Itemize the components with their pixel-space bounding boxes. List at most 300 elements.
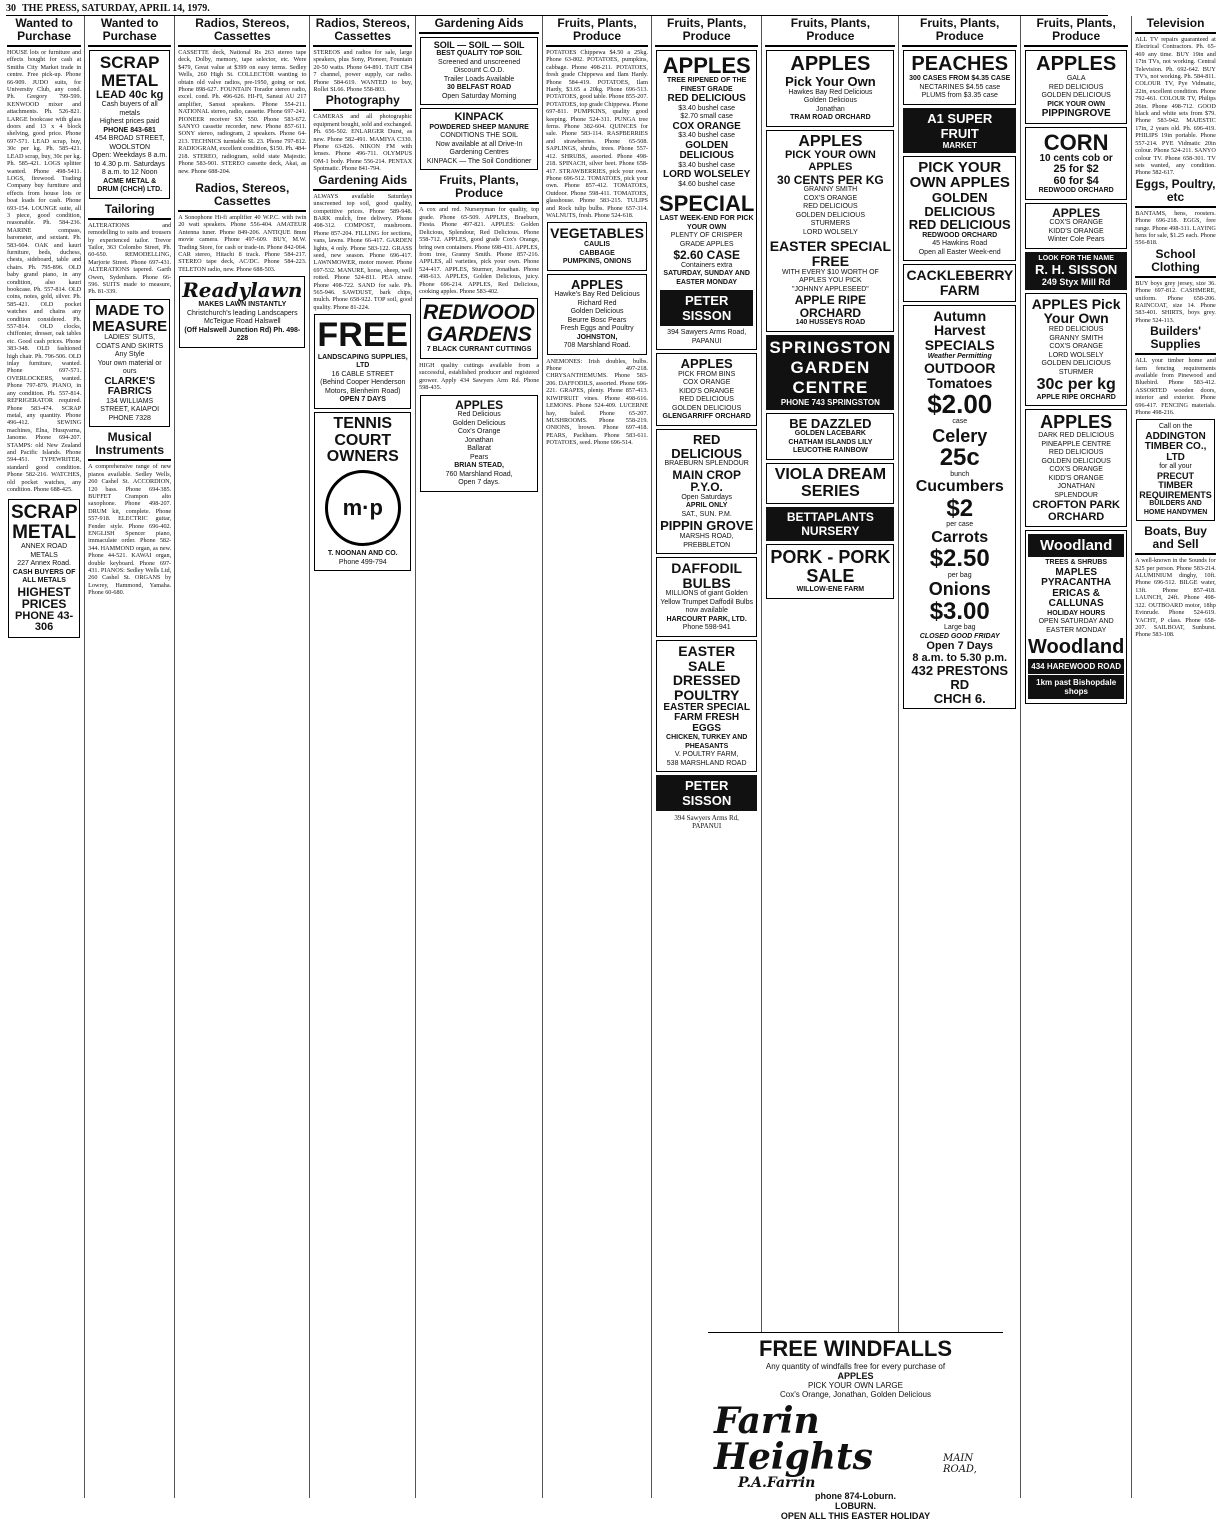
ad-line: MAPLES [1055, 566, 1097, 578]
ad-line: FARM FRESH EGGS [674, 712, 740, 734]
ad-line: CASH BUYERS OF ALL METALS [12, 568, 76, 585]
classified-text: CASSETTE deck, National Rs 263 stereo tape deck, Dolby, memory, tape selector, etc. Were $479, Great value at $399 on easy terms. Sedley Wells, 260 High St. COLLECTOR wanting to obtain old valve radios, pre-1950, going or not. Phone 898-627. FOUNTAIN Torador stereo radio, excel. cond. Ph. 496-626. HI-FI, Sansui AU 217 amplifier, Sansui speakers. Phone 554-211. NATIONAL stereo, radio, cassette. Phone 697-241. PIONEER receiver SX 550. Phone 583-672. SANYO cassette recorder, new. Phone 857-611. SONY stereo, radiogram, 2 speakers. Phone 64-213. TECHNICS turntable SL 23. Phone 797-812. RADIOGRAM, excellent condition, $150. Ph. 484-218. STEREO, radiogram, solid state Majestic. Phone 583-901. STEREO cassette deck, Akai, as new. Phone 688-204. [178, 49, 307, 175]
ad-line: 227 Annex Road. [17, 560, 71, 568]
apples-tree-ripened-ad [656, 50, 757, 350]
ad-line: Containers extra [680, 261, 733, 269]
ad-title: APPLES [571, 276, 624, 292]
ad-title: SPRINGSTON GARDEN CENTRE [769, 337, 892, 397]
ad-line: PHONE 43-306 [15, 609, 74, 634]
ad-price: $2.00 [927, 388, 993, 419]
ad-line: BRAEBURN SPLENDOUR [664, 460, 749, 468]
scrap-metal-ad [8, 499, 80, 638]
ad-line: 1km past Bishopdale shops [1028, 675, 1124, 699]
column-10 [1020, 16, 1131, 1498]
section-heading: Eggs, Poultry, etc [1135, 177, 1216, 208]
apples-johnston-ad [547, 274, 647, 355]
classified-text: HIGH quality cuttings available from a successful, established producer and registered grower. Apply 434 Sawyers Arm Rd. Phone 598-435. [419, 361, 540, 392]
apples-glengarriff-ad [656, 353, 757, 426]
ad-line: RED DELICIOUS [908, 217, 1011, 233]
ad-title: APPLES [455, 397, 504, 412]
ad-line: HOLIDAY HOURS [1047, 609, 1106, 617]
ad-line: LOOK FOR THE NAME [1038, 254, 1114, 262]
ad-line: Any quantity of windfalls free for every purchase of [765, 1362, 946, 1371]
ad-line: Golden Delicious [452, 419, 506, 427]
ad-line: Cucumbers [915, 478, 1004, 496]
ad-line: Cash buyers of all metals [101, 101, 158, 117]
ad-title: SOIL — SOIL — SOIL [433, 40, 525, 50]
ad-title: A1 SUPER FRUIT [927, 110, 993, 141]
column-3 [174, 16, 309, 1498]
ad-line: APRIL ONLY [685, 502, 728, 510]
ad-line: REDWOOD ORCHARD [922, 231, 998, 239]
column-2 [84, 16, 174, 1498]
section-heading: Tailoring [88, 202, 171, 220]
ad-line: OPEN 7 DAYS [339, 396, 386, 404]
ad-title: DAFFODIL BULBS [671, 560, 743, 591]
ad-line: MAIN CROP [672, 467, 741, 482]
ad-line: PUMPKINS, ONIONS [562, 258, 632, 266]
ad-line: per case [946, 521, 974, 529]
free-landscaping-ad [314, 314, 411, 409]
ad-line: Red Delicious [457, 411, 501, 419]
ad-line: 7 BLACK CURRANT CUTTINGS [426, 346, 532, 354]
ad-line: STURMERS [810, 220, 851, 228]
ad-line: KINPACK — The Soil Conditioner [426, 157, 532, 165]
classified-text: ALTERATIONS and remodelling to suits and trousers by experienced tailor. Trevor Tailor, 363 Colombo Street, Ph. 60-650. REMODELLING, Marjorie Street. Phone 697-431. ALTERATIONS tapered. Garth Owen, Sydenham. Phone 66-596. SUITS made to measure, Ph. 81-339. [88, 221, 172, 296]
ad-line: PYRACANTHA [1041, 577, 1112, 589]
ad-line: 30 BELFAST ROAD [447, 84, 512, 92]
ad-line: PHONE 843-681 [103, 126, 156, 134]
ad-line: Open Saturdays [681, 493, 732, 501]
easter-poultry-ad [656, 640, 757, 772]
ad-line: BEST QUALITY TOP SOIL [436, 50, 522, 58]
classified-text: BANTAMS, hens, roosters. Phone 696-218. EGGS, free range. Phone 498-311. LAYING hens for sale, $1.25 each. Phone 556-818. [1135, 209, 1216, 247]
section-heading: Fruits, Plants, Produce [419, 173, 539, 204]
ad-line: Christchurch's leading Landscapers [186, 309, 298, 317]
ad-line: TRAM ROAD ORCHARD [790, 114, 871, 122]
ad-line: 30c per kg [1036, 376, 1116, 394]
section-heading: Fruits, Plants, Produce [655, 16, 758, 47]
ad-line: ERICAS & CALLUNAS [1048, 587, 1104, 610]
classified-text: ANEMONES: Irish doubles, bulbs. Phone 497-218. CHRYSANTHEMUMS. Phone 583-206. DAFFODILS, assorted. Phone 696-221. GRAPES, plenty. Phone 857-413. KIWIFRUIT vines. Phone 498-616. LEMONS. Phone 524-409. LUCERNE hay, baled. Phone 65-207. MUSHROOMS. Phone 558-219. ONIONS, brown. Phone 697-418. PEARS, Packham. Phone 583-611. POTATOES, seed. Phone 696-514. [546, 357, 648, 447]
classified-text: ALL TV repairs guaranteed at Electrical Contractors. Ph. 65-469 any time. BUY 19in and 17in TVs, not working. Central Television. Ph. 692-642. BUY TV's, not working. Ph. 584-811. COLOUR TV, Pye Vidmatic, 22in, excellent condition. Phone 792-461. COLOUR TV, Philips 26in. Phone 498-712. GOOD black and white sets from $79. Phone 583-942. MAJESTIC 17in, 2 years old. Ph. 696-419. PHILIPS 19in portable. Phone 557-214. PYE Vidmatic 20in colour. Phone 524-211. SANYO colour TV. Phone 658-301. TV sets wanted, any condition. Phone 582-617. [1135, 36, 1216, 177]
ad-line: KIDD'S ORANGE [679, 387, 735, 395]
section-heading: Musical Instruments [88, 430, 171, 461]
ad-title: SPECIAL [658, 191, 755, 217]
ad-line: PHONE 7328 [108, 414, 151, 422]
redwood-gardens-ad [420, 298, 538, 359]
ad-line: PICK YOUR OWN APPLES [784, 149, 876, 173]
readylawn-ad [179, 276, 305, 348]
ad-line: CLOSED GOOD FRIDAY [919, 632, 1000, 640]
ad-line: $3.40 bushel case [678, 104, 736, 112]
ad-line: 134 WILLIAMS STREET, KAIAPOI [100, 397, 160, 414]
redwood-orchard-ad [903, 156, 1016, 262]
ad-line: LORD WOLSELEY [663, 169, 751, 181]
ad-title: SCRAP METAL [11, 502, 78, 544]
classified-text: ALWAYS available Saturdays unscreened top soil, good quality, competitive prices. Phone 589-948. BARK mulch, free delivery. Phone 498-312. COMPOST, mushroom. Phone 857-204. FILLING for sections, vans, lawns. Phone 66-417. GARDEN lights, 4 only. Phone 583-122. GRASS seed, new season. Phone 696-417. LAWNMOWER, motor mower. Phone 697-532. MANURE, horse, sheep, well rotted. Phone 524-811. PEA straw. Phone 498-722. SAND for sale. Ph. 565-946. SAWDUST, bark chips, mulch. Phone 658-922. TOP soil, good quality. Phone 81-224. [313, 192, 413, 311]
ad-line: 394 Sawyers Arms Road, [667, 329, 747, 337]
classified-text: A well-known in the Sounds for $25 per person. Phone 583-214. ALUMINIUM dinghy, 10ft. Phone 696-512. BILGE water, 13ft. Phone 857-418. LAUNCH, 24ft. Phone 498-322. OUTBOARD motor, 18hp Evinrude. Phone 524-619. YACHT, P class. Phone 658-207. SAILBOAT, Sunburst. Phone 583-108. [1135, 557, 1216, 639]
rh-sisson-ad [1025, 252, 1127, 290]
section-heading: Radios, Stereos, Cassettes [178, 181, 306, 212]
ad-line: PLENTY OF CRISPER GRADE APPLES [670, 232, 743, 248]
ad-line: GOLDEN DELICIOUS [679, 139, 734, 162]
ad-line: MARSHS ROAD, PREBBLETON [679, 533, 734, 549]
section-heading: Builders' Supplies [1135, 324, 1216, 355]
ad-line: LORD WOLSELY [1048, 351, 1104, 359]
apples-crofton-ad [1025, 409, 1127, 527]
ad-line: Open: Weekdays 8 a.m. to 4.30 p.m. Saturdays 8 a.m. to 12 Noon [92, 152, 168, 177]
ad-line: SPLENDOUR [1054, 491, 1098, 499]
kinpack-ad [420, 108, 538, 170]
ad-line: GALA [1066, 75, 1086, 82]
column-6 [542, 16, 651, 1498]
ad-line: Jonathan [815, 105, 845, 113]
ad-line: MAKES LAWN INSTANTLY [198, 301, 287, 309]
ad-line: 60 for $4 [1053, 174, 1099, 187]
ad-line: BUILDERS AND HOME HANDYMEN [1143, 500, 1208, 516]
ad-line: CHICKEN, TURKEY AND PHEASANTS [666, 734, 748, 750]
ad-line: Hawke's Bay Red Delicious [554, 291, 640, 299]
corn-ad [1025, 127, 1127, 200]
ad-line: CHATHAM ISLANDS LILY [788, 438, 873, 446]
ad-line: Open 7 days. [458, 479, 500, 487]
apples-gala-ad [1025, 50, 1127, 124]
classified-text: A Sonophone Hi-fi amplifier 40 W.P.C. with twin 20 watt speakers. Phone 556-404. AMATEUR Antenna tuner. Phone 849-206. ANTIQUE 8mm movie camera. Phone 497-609. BUY, M.W. Trading Store, for cash or trade-in. Phone 842-064. CAR stereo, Hitachi 8 track. Phone 584-217. STEREO tape deck, AC/DC. Phone 584-223. TELETON radio, new. Phone 688-503. [178, 213, 307, 273]
ad-title: FREE [317, 316, 409, 355]
ad-line: 8 a.m. to 5.30 p.m. [912, 651, 1008, 664]
ad-title: Autumn Harvest SPECIALS [924, 307, 995, 354]
ad-line: LANDSCAPING SUPPLIES, LTD [317, 353, 408, 370]
ad-title: PETER SISSON [660, 290, 753, 326]
ad-line: V. POULTRY FARM, [674, 751, 739, 759]
ad-line: 45 Hawkins Road [932, 240, 988, 248]
ad-line: Richard Red [577, 299, 617, 307]
ad-line: T. NOONAN AND CO. [327, 550, 398, 558]
ad-title: APPLES [798, 132, 863, 150]
ad-line: GRANNY SMITH [1049, 334, 1103, 342]
ad-title: Woodland [1028, 636, 1125, 659]
ad-title: BE DAZZLED [789, 415, 872, 431]
ad-line: GOLDEN LACEBARK [794, 430, 866, 438]
ad-line: Your own material or ours [97, 359, 162, 376]
ad-line: PAPANUI [692, 822, 722, 831]
ad-line: $3.40 bushel case [678, 161, 736, 169]
ad-line: per bag [947, 571, 972, 579]
ad-line: SATURDAY, SUNDAY AND EASTER MONDAY [663, 270, 750, 286]
be-dazzled-ad [766, 413, 894, 460]
section-heading: Fruits, Plants, Produce [1024, 16, 1128, 47]
ad-line: 10 cents cob or [1039, 152, 1113, 164]
ad-line: PAPANUI [691, 337, 722, 345]
ad-line: HARCOURT PARK, LTD. [666, 615, 747, 623]
ad-line: WITH EVERY $10 WORTH OF APPLES YOU PICK [781, 268, 879, 284]
ad-line: OPEN ALL THIS EASTER HOLIDAY [780, 1511, 931, 1521]
ad-line: 454 BROAD STREET, WOOLSTON [95, 135, 165, 151]
classified-columns [4, 16, 1216, 1498]
column-4 [309, 16, 415, 1498]
ad-title: ADDINGTON TIMBER CO., LTD [1144, 430, 1207, 463]
ad-line: Hawkes Bay Red Delicious [788, 88, 873, 96]
ad-line: OPEN SATURDAY AND EASTER MONDAY [1038, 618, 1114, 634]
ad-line: Pick Your Own [785, 74, 876, 89]
a1-super-fruit-logo [903, 108, 1016, 153]
ad-line: Now available at all Drive-In Gardening Centres [435, 140, 523, 157]
ad-line: CONDITIONS THE SOIL [440, 132, 518, 140]
ad-line: case [952, 418, 968, 426]
ad-line: Open Saturday Morning [441, 92, 517, 100]
section-heading: Gardening Aids [419, 16, 539, 34]
ad-line: Golden Delicious [570, 308, 624, 316]
ad-line: LEUCOTHE RAINBOW [793, 447, 868, 455]
ad-line: CROFTON PARK ORCHARD [1032, 499, 1120, 523]
ad-title: EASTER SALE DRESSED POULTRY [672, 642, 741, 703]
column-7 [651, 16, 761, 1498]
ad-title: VIOLA DREAM SERIES [774, 465, 887, 500]
ad-line: 432 PRESTONS RD [911, 663, 1009, 692]
ad-line: GOLDEN DELICIOUS [795, 211, 866, 219]
ad-line: Weather Permitting [927, 352, 992, 360]
column-5 [415, 16, 542, 1498]
column-11 [1131, 16, 1219, 1498]
ad-price: $3.00 [929, 597, 990, 625]
ad-line: LADIES' SUITS, COATS AND SKIRTS [96, 334, 164, 350]
ad-line: COX'S ORANGE [1049, 219, 1103, 227]
mp-logo-icon: m·p [325, 470, 401, 546]
ad-line: LEAD 40c kg [96, 88, 164, 101]
ad-title: APPLES Pick Your Own [1031, 295, 1121, 327]
apples-apple-ripe-ad [1025, 293, 1127, 407]
addington-timber-ad [1136, 419, 1215, 521]
autumn-harvest-ad [903, 305, 1016, 709]
ad-line: Discount C.O.D. [453, 67, 505, 75]
ad-title: PORK - PORK SALE [770, 547, 891, 587]
column-1 [4, 16, 84, 1498]
ad-line: Celery [932, 425, 988, 446]
ad-line: Jonathan [464, 436, 494, 444]
section-heading: Radios, Stereos, Cassettes [178, 16, 306, 47]
ad-line: phone 874-Loburn. [815, 1491, 896, 1501]
windfalls-section [708, 1332, 1003, 1521]
viola-dream-ad [766, 463, 894, 505]
ad-line: 708 Marshland Road. [563, 342, 631, 350]
ad-line: Fresh Eggs and Poultry [560, 325, 634, 333]
section-heading: Television [1135, 16, 1216, 34]
ad-line: Onions [928, 579, 991, 600]
ad-line: P.A.Farrin [738, 1475, 816, 1491]
ad-line: RED DELICIOUS [1048, 449, 1104, 457]
ad-line: PIPPIN GROVE [660, 518, 754, 534]
column-9 [898, 16, 1020, 1498]
ad-line: Cox's Orange, Jonathan, Golden Delicious [780, 1390, 931, 1399]
ad-line: 760 Marshland Road, [445, 470, 513, 478]
ad-line: GOLDEN DELICIOUS [924, 190, 996, 219]
ad-title: APPLES [790, 53, 871, 75]
ad-line: GOLDEN DELICIOUS [1041, 92, 1111, 99]
ad-line: MARKET [942, 140, 977, 150]
ad-line: RED DELICIOUS [1048, 326, 1104, 334]
ad-title: APPLES [1040, 412, 1113, 433]
ad-title: EASTER SPECIAL FREE [769, 238, 892, 269]
ad-title: TENNIS COURT OWNERS [326, 414, 399, 466]
ad-line: 538 MARSHLAND ROAD [666, 759, 747, 767]
ad-line: LOBURN. [835, 1501, 876, 1511]
ad-line: SAT., SUN. P.M. [681, 510, 732, 518]
classified-text: HOUSE lots or furniture and effects bought for cash at Smiths City Market trade in centre. Free pick-up. Phone 66-909. JUDO suits, for University Club, any cond. Ph. Gregory 799-599. KENWOOD mixer and attachments. Ph. 526-821. LARGE bookcase with glass doors and 13 x 4 block shelving, good price. Phone 697-571. LEAD scrap, buy, 30c per kg. Ph. 585-421. LEAD scrap, buy, 30c per kg. Ph. 585-421. LOGS splitter wanted. Phone 498-5411. LOGS, firewood. Trading Company buy furniture and effects from house lots or boat loads for cash. Phone 693-154. LOUNGE suite, all 3 piece, good condition, reasonable. Ph. 584-236. MARINE compass, barometer, and sextant. Ph. 583-604. OAK and kauri furniture, beds, duchess, chests, sideboard, table and chairs. Ph. 795-896. OLD baby grand piano, in any condition, also kauri bookcase. Ph. 557-814. OLD coins, notes, gold, silver. Ph. 585-421. OLD pocket watches and chains any condition considered. Ph. 557-814. OLD clocks, chiffonier, dresser, oak tables etc. Good cash prices. Phone 383-348. OLD fashioned high chair. Ph. 796-506. OLD inlay furniture, wanted. Phone 697-571. OVERLOCKERS, wanted. Phone 797-879. PIANO, in any condition. Ph. 557-814. REFRIGERATOR required. Phone 583-474. SCRAP metal, any quantity. Phone 496-412. SEWING machines, Elna, Husqvarna, Janome. Phone 694-207. STAMPS: old New Zealand and Pacific Islands. Phone 594-451. TYPEWRITER, standard good condition. Phone 582-216. WATCHES, old pocket watches, any condition. Phone 688-425. [7, 49, 82, 493]
ad-line: PLUMS from $3.35 case [921, 92, 998, 99]
ad-price: $2 [946, 494, 974, 522]
section-heading: Gardening Aids [313, 173, 412, 191]
ad-line: 249 Styx Mill Rd [1041, 276, 1111, 287]
ad-line: ACME METAL & DRUM (CHCH) LTD. [97, 177, 163, 194]
ad-line: CHCH 6. [933, 690, 986, 706]
apples-cox-ad [1025, 203, 1127, 249]
section-heading: Fruits, Plants, Produce [902, 16, 1017, 47]
ad-line: JOHNSTON, [576, 333, 618, 341]
ad-title: CACKLEBERRY FARM [906, 267, 1014, 299]
ad-line: Large bag [943, 624, 976, 632]
ad-line: GOLDEN DELICIOUS [672, 404, 742, 412]
peaches-ad [903, 50, 1016, 105]
springston-garden-centre-ad [766, 335, 894, 410]
ad-line: COX ORANGE [672, 120, 741, 132]
ad-title: KINPACK [454, 111, 504, 124]
ad-title: CORN [1043, 129, 1109, 155]
ad-line: Golden Delicious [803, 97, 857, 105]
ad-line: Call on the [1158, 423, 1193, 431]
ad-line: PINEAPPLE CENTRE [1041, 440, 1111, 448]
peter-sisson-logo: PETER SISSON [656, 775, 757, 811]
ad-line: Winter Cole Pears [1047, 236, 1105, 244]
ad-line: PICK YOUR OWN [1047, 100, 1106, 108]
ad-line: Beurre Bosc Pears [567, 316, 627, 324]
ad-line: COX'S ORANGE [803, 194, 858, 202]
ad-title: VEGETABLES [550, 225, 644, 242]
classified-text: ALL your timber home and farm fencing requirements available from Pinewood and Bluebird. Phone 583-412. ASSORTED wooden doors, interior and exterior. Phone 696-417. FENCING materials. Phone 498-216. [1135, 357, 1216, 417]
ad-line: PICK YOUR OWN LARGE [808, 1381, 903, 1390]
ad-line: bunch [950, 470, 970, 478]
ad-line: CLARKE'S FABRICS [104, 375, 156, 398]
ad-line: WILLOW-ENE FARM [796, 586, 865, 594]
ad-line: MAIN ROAD, [942, 1453, 977, 1475]
section-heading: Wanted to Purchase [88, 16, 171, 47]
ad-line: 30 CENTS PER KG [777, 172, 884, 187]
ad-line: KIDD'S ORANGE [1048, 227, 1104, 235]
ad-line: Open 7 Days [926, 640, 994, 653]
scrap-metal-ad [89, 50, 170, 199]
ad-line: OUTDOOR Tomatoes [923, 360, 996, 392]
ad-title: RED DELICIOUS [671, 431, 743, 461]
ad-title: REDWOOD GARDENS [423, 301, 536, 347]
ad-line: COX'S ORANGE [1049, 466, 1103, 474]
ad-line: Ballarat [467, 445, 491, 453]
ad-line: 16 CABLE STREET [331, 370, 394, 378]
ad-title: APPLES [1052, 205, 1101, 220]
ad-title: APPLES [662, 53, 751, 78]
ad-line: $2.70 small case [680, 113, 733, 121]
ad-line: "JOHNNY APPLESEED" [791, 285, 869, 293]
ad-title: MADE TO MEASURE [92, 301, 168, 335]
ad-line: Trailer Loads Available [443, 75, 515, 83]
ad-line: GRANNY SMITH [803, 186, 858, 194]
bettaplants-nursery-ad: BETTAPLANTS NURSERY [766, 507, 894, 541]
ad-line: Phone 499-794 [338, 558, 387, 566]
ad-line: ANNEX ROAD METALS [20, 543, 68, 559]
ad-line: RED DELICIOUS [667, 93, 746, 105]
section-heading: Photography [313, 93, 412, 111]
classified-text: A cox and red. Nurseryman for quality, top grade. Phone 65-509. APPLES, Braeburn, Fiesta. Phone 497-821. APPLES: Golden Delicious, Splendour, Red Delicious. Phone 558-712. APPLES, good grade Cox's Orange, bring own containers. Phone 698-431. APPLES, from tree, Granny Smith. Phone 857-216. APPLES, all varieties, pick your own. Phone 524-417. APPLES, Sturmer, Jonathan. Phone 498-613. APPLES, Golden Delicious, juicy. Phone 696-214. APPLES, Red Delicious, cooking apples. Phone 583-402. [419, 206, 540, 295]
top-soil-ad [420, 37, 538, 105]
classified-text: STEREOS and radios for sale, large speakers, plus Sony, Pioneer, Fountain 20-50 watts. Phone 64-891. TAIT CB4 7 channel, power supply, car radio. Phone 584-619. WANTED to buy, Rollei SL66. Phone 558-803. [313, 49, 413, 94]
ad-price: 25c [939, 444, 980, 472]
ad-line: $3.40 bushel case [678, 132, 736, 140]
ad-line: Cox's Orange [457, 428, 501, 436]
ad-line: 140 HUSSEYS ROAD [795, 319, 866, 327]
ad-line: Any Style [114, 351, 145, 359]
woodland-trees-ad [1025, 530, 1127, 704]
page-number: 30 [6, 3, 16, 14]
ad-line: 394 Sawyers Arms Rd, [674, 814, 739, 823]
ad-line: APPLE RIPE ORCHARD [1036, 393, 1116, 401]
ad-price: $2.50 [929, 545, 990, 573]
classified-text: CAMERAS and all photographic equipment bought, sold and exchanged. Ph. 656-502. ENLARGER Durst, as new. Phone 582-491. MAMIYA C330. Phone 63-826. NIKON FM with lenses. Phone 496-711. OLYMPUS OM-1 body. Phone 556-214. PENTAX Spotmatic. Phone 841-794. [313, 113, 413, 173]
ad-line: JONATHAN [1057, 483, 1095, 491]
section-heading: Radios, Stereos, Cassettes [313, 16, 412, 47]
ad-line: RED DELICIOUS [1048, 83, 1104, 91]
farin-heights-logo: Farin Heights [714, 1400, 873, 1478]
ad-line: EASTER SPECIAL [663, 701, 750, 713]
ad-line: Highest prices paid [99, 118, 160, 126]
ad-line: NECTARINES $4.55 case [919, 83, 1001, 91]
ad-title: APPLES [680, 356, 733, 372]
ad-line: KIDD'S ORANGE [1048, 474, 1104, 482]
pippin-grove-ad [656, 429, 757, 554]
ad-title: R. H. SISSON [1034, 261, 1118, 277]
ad-line: Screened and unscreened [438, 58, 521, 66]
section-heading: Fruits, Plants, Produce [546, 16, 648, 47]
ad-line: Phone 598-941 [682, 624, 731, 632]
column-8 [761, 16, 898, 1498]
pork-sale-ad [766, 544, 894, 598]
ad-line: PRECUT TIMBER REQUIREMENTS [1139, 470, 1212, 500]
section-heading: Wanted to Purchase [7, 16, 81, 47]
ad-line: HIGHEST PRICES [17, 584, 71, 612]
section-heading: Boats, Buy and Sell [1135, 524, 1216, 555]
ad-line: 434 HAREWOOD ROAD [1028, 659, 1124, 674]
ad-line: REDWOOD ORCHARD [1038, 187, 1114, 195]
daffodil-bulbs-ad [656, 557, 757, 637]
ad-title: FREE WINDFALLS [758, 1336, 953, 1361]
ad-line: BRIAN STEAD, [454, 462, 504, 470]
ad-line: COX'S ORANGE [1049, 343, 1103, 351]
ad-line: STURMER [1058, 368, 1094, 376]
ad-line: POWDERED SHEEP MANURE [429, 123, 529, 131]
ad-title: PEACHES [911, 53, 1009, 75]
ad-line: CAULIS [584, 241, 611, 249]
apples-30c-ad [766, 130, 894, 332]
ad-line: P.Y.O. [690, 480, 723, 495]
ad-line: TREE RIPENED OF THE FINEST GRADE [666, 77, 747, 93]
ad-line: McTeigue Road Halswell [203, 318, 281, 326]
ad-line: for all your [1159, 463, 1192, 471]
ad-line: LORD WOLSELY [803, 228, 858, 236]
ad-line: RED DELICIOUS [803, 203, 858, 211]
ad-line: PHONE 743 SPRINGSTON [780, 397, 880, 407]
ad-line: (Behind Cooper Henderson Motors, Blenheim Road) [320, 379, 406, 395]
ad-line: TREES & SHRUBS [1045, 559, 1108, 567]
ad-line: $4.60 bushel case [678, 180, 736, 188]
